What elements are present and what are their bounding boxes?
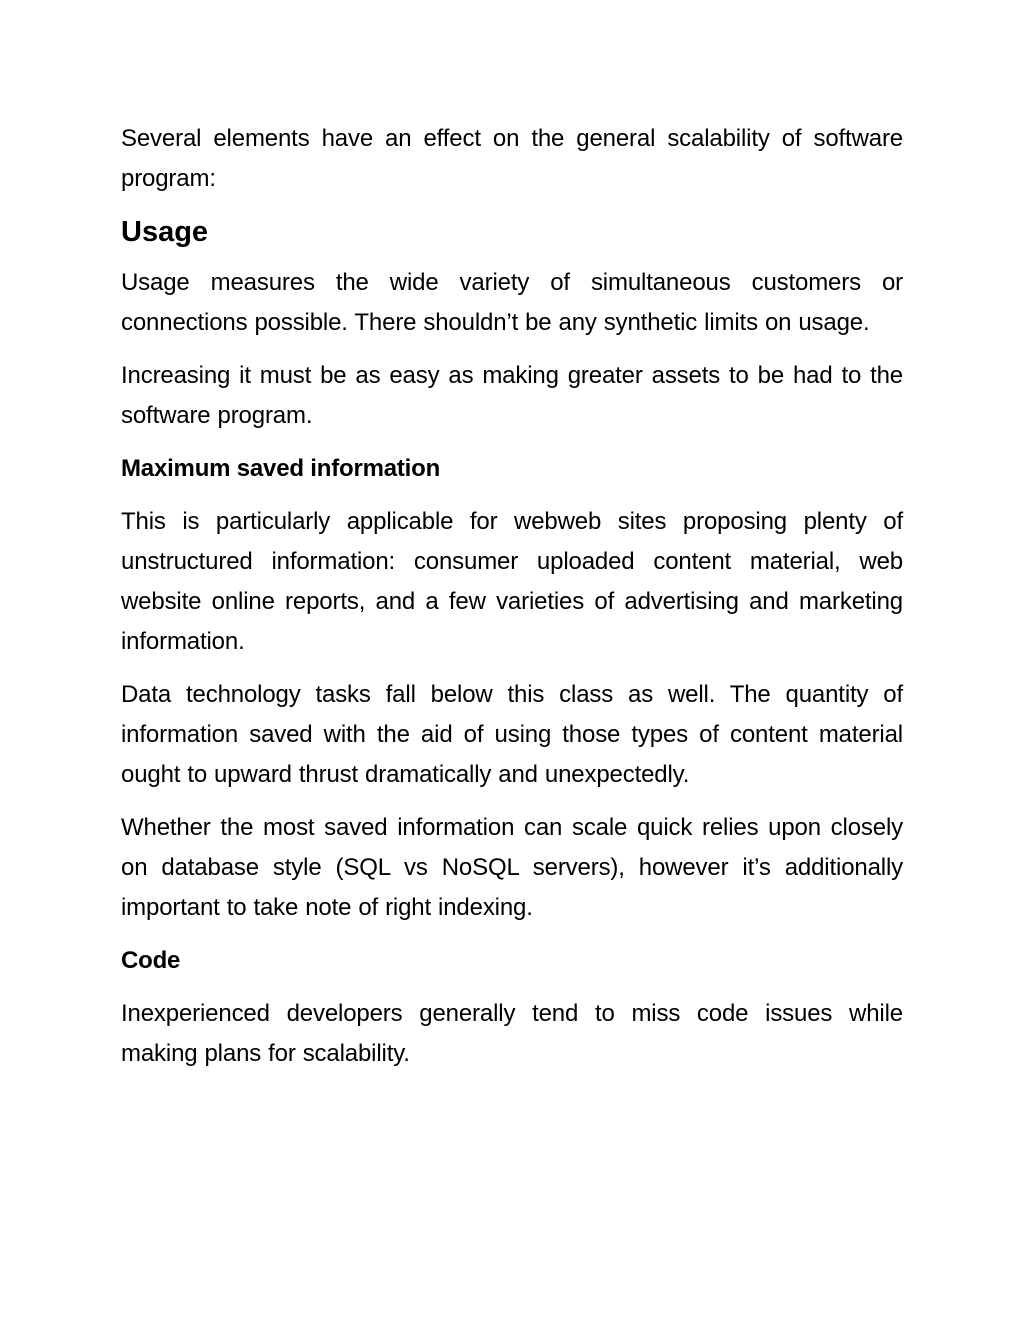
- section-maximum-saved-information: [121, 449, 903, 928]
- section-heading: Maximum saved information: [121, 455, 441, 482]
- paragraph: Increasing it must be as easy as making greater assets to be had to the software program.: [121, 362, 903, 429]
- paragraph: Whether the most saved information can scale quick relies upon closely on database style (SQL vs NoSQL servers), however it’s additionally important to take note of right indexing.: [121, 814, 903, 921]
- paragraph: This is particularly applicable for webweb sites proposing plenty of unstructured information: consumer uploaded content material, web website online reports, and a few varieties of advertising and marketing information.: [121, 508, 903, 655]
- paragraph: Inexperienced developers generally tend to miss code issues while making plans for scalability.: [121, 1000, 903, 1067]
- document-page: [121, 119, 903, 1087]
- section-usage: [121, 212, 903, 436]
- intro-paragraph: Several elements have an effect on the general scalability of software program:: [121, 125, 903, 192]
- paragraph: Usage measures the wide variety of simultaneous customers or connections possible. There shouldn’t be any synthetic limits on usage.: [121, 269, 903, 336]
- section-heading: Usage: [121, 216, 209, 248]
- section-heading: Code: [121, 947, 181, 974]
- section-code: [121, 941, 903, 1074]
- paragraph: Data technology tasks fall below this class as well. The quantity of information saved with the aid of using those types of content material ought to upward thrust dramatically and unexpectedly.: [121, 681, 903, 788]
